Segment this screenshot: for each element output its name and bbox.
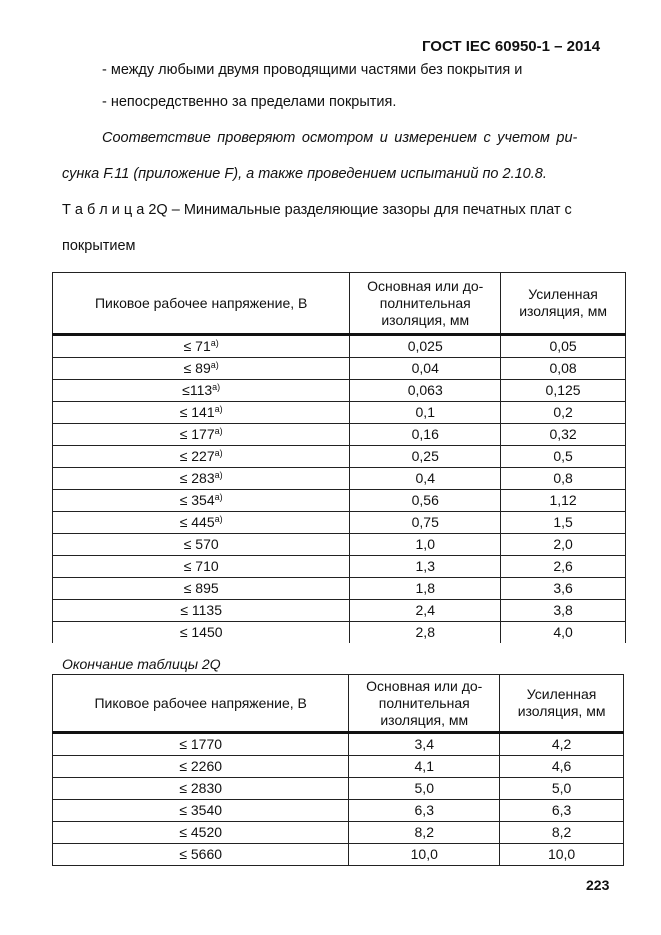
table-row	[53, 622, 626, 644]
basic-insulation-cell: 3,4	[349, 733, 500, 756]
voltage-value: ≤ 570	[183, 536, 219, 552]
basic-insulation-cell: 0,1	[350, 402, 501, 424]
reinforced-insulation-cell: 0,08	[501, 358, 626, 380]
table-row	[53, 380, 626, 402]
footnote-marker: a)	[214, 492, 223, 502]
header-basic-line-2: полнительная	[378, 694, 470, 711]
bullet-line-1: - между любыми двумя проводящими частями без покрытия и	[102, 62, 523, 78]
clearance-table	[52, 272, 626, 643]
voltage-cell	[53, 822, 349, 844]
footnote-marker: a)	[214, 426, 223, 436]
voltage-cell	[53, 358, 350, 380]
table-row	[53, 800, 624, 822]
voltage-value: ≤ 710	[183, 558, 219, 574]
voltage-value: ≤ 1770	[179, 736, 223, 752]
voltage-value: ≤ 4520	[179, 824, 223, 840]
voltage-value: ≤ 71	[183, 338, 211, 354]
continuation-title: Окончание таблицы 2Q	[62, 656, 221, 672]
reinforced-insulation-cell: 1,5	[501, 512, 626, 534]
table-row	[53, 822, 624, 844]
footnote-marker: a)	[212, 382, 221, 392]
footnote-marker: a)	[210, 360, 219, 370]
table-row	[53, 578, 626, 600]
reinforced-insulation-cell: 8,2	[500, 822, 624, 844]
header-basic-line-1: Основная или до-	[367, 277, 484, 294]
header-basic	[349, 675, 500, 733]
table-row	[53, 778, 624, 800]
voltage-value: ≤ 895	[183, 580, 219, 596]
basic-insulation-cell: 1,0	[350, 534, 501, 556]
basic-insulation-cell: 0,025	[350, 335, 501, 358]
header-reinforced-line-1: Усиленная	[526, 686, 597, 702]
voltage-value: ≤ 283	[179, 470, 215, 486]
clearance-table-continued	[52, 674, 624, 866]
header-reinforced-line-2: изоляция, мм	[517, 703, 606, 719]
table-caption-line-1: Т а б л и ц а 2Q – Минимальные разделяющие зазоры для печатных плат с	[62, 202, 572, 218]
header-voltage	[53, 273, 350, 335]
voltage-value: ≤113	[182, 382, 213, 398]
table-row	[53, 446, 626, 468]
header-basic-line-1: Основная или до-	[366, 677, 483, 694]
basic-insulation-cell: 2,4	[350, 600, 501, 622]
basic-insulation-cell: 2,8	[350, 622, 501, 644]
voltage-cell	[53, 534, 350, 556]
basic-insulation-cell: 0,25	[350, 446, 501, 468]
voltage-cell	[53, 468, 350, 490]
header-basic-line-3: изоляция, мм	[381, 311, 470, 328]
reinforced-insulation-cell: 10,0	[500, 844, 624, 866]
reinforced-insulation-cell: 5,0	[500, 778, 624, 800]
page-number: 223	[586, 877, 610, 893]
table-row	[53, 844, 624, 866]
basic-insulation-cell: 1,3	[350, 556, 501, 578]
table-caption-line-2: покрытием	[62, 238, 136, 254]
reinforced-insulation-cell: 3,6	[501, 578, 626, 600]
header-basic-line-3: изоляция, мм	[380, 711, 469, 728]
header-voltage-text: Пиковое рабочее напряжение, В	[94, 694, 307, 711]
reinforced-insulation-cell: 2,6	[501, 556, 626, 578]
basic-insulation-cell: 0,75	[350, 512, 501, 534]
voltage-cell	[53, 490, 350, 512]
header-reinforced-line-2: изоляция, мм	[519, 303, 607, 319]
voltage-cell	[53, 578, 350, 600]
table-row	[53, 468, 626, 490]
reinforced-insulation-cell: 6,3	[500, 800, 624, 822]
table-row	[53, 335, 626, 358]
reinforced-insulation-cell: 1,12	[501, 490, 626, 512]
voltage-cell	[53, 380, 350, 402]
compliance-line-2: сунка F.11 (приложение F), а также проведением испытаний по 2.10.8.	[62, 166, 547, 182]
voltage-cell	[53, 446, 350, 468]
table-row	[53, 600, 626, 622]
footnote-marker: a)	[214, 514, 223, 524]
table-row	[53, 512, 626, 534]
header-reinforced	[500, 675, 624, 733]
voltage-cell	[53, 556, 350, 578]
voltage-cell	[53, 778, 349, 800]
table-row	[53, 733, 624, 756]
voltage-value: ≤ 177	[179, 426, 215, 442]
basic-insulation-cell: 0,063	[350, 380, 501, 402]
voltage-value: ≤ 1450	[179, 624, 223, 640]
voltage-cell	[53, 756, 349, 778]
table-row	[53, 490, 626, 512]
voltage-value: ≤ 2260	[179, 758, 223, 774]
table-row	[53, 556, 626, 578]
basic-insulation-cell: 0,04	[350, 358, 501, 380]
reinforced-insulation-cell: 0,5	[501, 446, 626, 468]
voltage-cell	[53, 800, 349, 822]
voltage-cell	[53, 733, 349, 756]
voltage-value: ≤ 445	[179, 514, 215, 530]
reinforced-insulation-cell: 4,6	[500, 756, 624, 778]
basic-insulation-cell: 8,2	[349, 822, 500, 844]
basic-insulation-cell: 10,0	[349, 844, 500, 866]
voltage-cell	[53, 622, 350, 644]
footnote-marker: a)	[214, 470, 223, 480]
table-row	[53, 756, 624, 778]
header-reinforced-line-1: Усиленная	[528, 286, 598, 302]
basic-insulation-cell: 4,1	[349, 756, 500, 778]
bullet-line-2: - непосредственно за пределами покрытия.	[102, 94, 397, 110]
reinforced-insulation-cell: 0,125	[501, 380, 626, 402]
voltage-value: ≤ 1135	[180, 602, 223, 618]
footnote-marker: a)	[210, 338, 219, 348]
basic-insulation-cell: 0,56	[350, 490, 501, 512]
voltage-value: ≤ 3540	[179, 802, 223, 818]
header-voltage-text: Пиковое рабочее напряжение, В	[94, 294, 308, 311]
basic-insulation-cell: 1,8	[350, 578, 501, 600]
voltage-cell	[53, 512, 350, 534]
voltage-cell	[53, 335, 350, 358]
basic-insulation-cell: 0,4	[350, 468, 501, 490]
voltage-cell	[53, 600, 350, 622]
reinforced-insulation-cell: 0,8	[501, 468, 626, 490]
compliance-line-1: Соответствие проверяют осмотром и измерением с учетом ри-	[102, 130, 578, 146]
header-voltage	[53, 675, 349, 733]
basic-insulation-cell: 6,3	[349, 800, 500, 822]
document-header: ГОСТ IEC 60950-1 – 2014	[422, 38, 601, 55]
voltage-cell	[53, 402, 350, 424]
voltage-cell	[53, 424, 350, 446]
voltage-cell	[53, 844, 349, 866]
reinforced-insulation-cell: 4,2	[500, 733, 624, 756]
voltage-value: ≤ 141	[179, 404, 215, 420]
basic-insulation-cell: 0,16	[350, 424, 501, 446]
footnote-marker: a)	[214, 448, 223, 458]
voltage-value: ≤ 354	[179, 492, 215, 508]
table-row	[53, 358, 626, 380]
reinforced-insulation-cell: 0,05	[501, 335, 626, 358]
basic-insulation-cell: 5,0	[349, 778, 500, 800]
header-basic	[350, 273, 501, 335]
header-basic-line-2: полнительная	[379, 294, 471, 311]
voltage-value: ≤ 227	[179, 448, 215, 464]
reinforced-insulation-cell: 0,2	[501, 402, 626, 424]
reinforced-insulation-cell: 0,32	[501, 424, 626, 446]
reinforced-insulation-cell: 2,0	[501, 534, 626, 556]
voltage-value: ≤ 89	[183, 360, 211, 376]
table-row	[53, 534, 626, 556]
reinforced-insulation-cell: 3,8	[501, 600, 626, 622]
table-row	[53, 402, 626, 424]
header-reinforced	[501, 273, 626, 335]
voltage-value: ≤ 2830	[179, 780, 223, 796]
footnote-marker: a)	[214, 404, 223, 414]
reinforced-insulation-cell: 4,0	[501, 622, 626, 644]
table-row	[53, 424, 626, 446]
voltage-value: ≤ 5660	[179, 846, 223, 862]
